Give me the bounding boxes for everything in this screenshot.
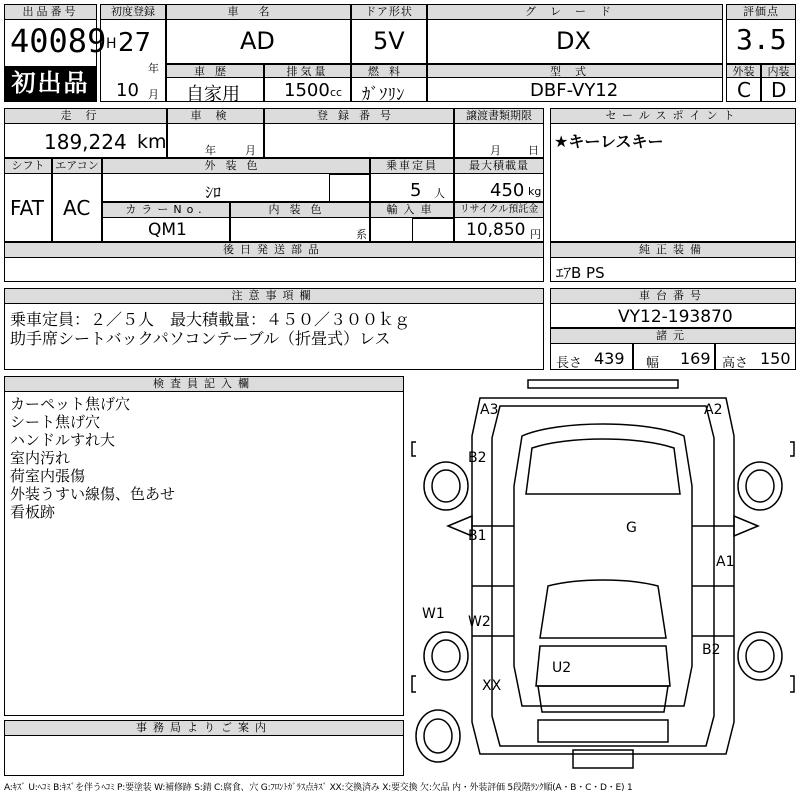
chassis-label: 車台番号: [550, 288, 796, 304]
mark-b1: B1: [468, 528, 487, 544]
office-label: 事務局よりご案内: [4, 720, 404, 736]
color: ｼﾛ: [205, 183, 222, 202]
mark-g: G: [626, 520, 637, 536]
mark-b2-bottom: B2: [702, 642, 721, 658]
exterior-label: 外装: [726, 64, 761, 78]
mark-u2: U2: [552, 660, 572, 676]
width-label: 幅: [646, 356, 660, 371]
model-label: 型式: [427, 64, 723, 78]
mark-b2-top: B2: [468, 450, 487, 466]
inspector-note-6: 外装うすい線傷、色あせ: [10, 485, 176, 503]
dimension-divider-2: [714, 344, 716, 370]
color-number-label: カラーNo.: [102, 202, 230, 218]
score: 3.5: [736, 23, 787, 56]
inspection-label: 車検: [167, 108, 264, 124]
shift-label: シフト: [4, 158, 52, 174]
load-label: 最大積載量: [454, 158, 544, 174]
caution-line-1: 乗車定員：２／５人 最大積載量：４５０／３００ｋｇ: [10, 310, 411, 329]
registration-month: 10: [116, 80, 139, 101]
inspection-year-unit: 年: [205, 144, 216, 157]
score-label: 評価点: [726, 4, 796, 20]
transfer-day-unit: 日: [528, 144, 539, 157]
registration-label: 初度登録: [100, 4, 166, 20]
mileage: 189,224: [44, 130, 127, 154]
mark-xx: XX: [482, 678, 502, 694]
registration-year: 27: [118, 28, 152, 58]
inspector-label: 検査員記入欄: [4, 376, 404, 392]
mark-a2: A2: [704, 402, 723, 418]
wheel-rear-left: [424, 632, 468, 680]
recycle-label: リサイクル預託金: [454, 202, 544, 218]
genuine-equipment-text: ｴｱB PS: [556, 264, 605, 282]
history-label: 車歴: [166, 64, 264, 78]
ac-label: エアコン: [52, 158, 102, 174]
registration-month-unit: 月: [148, 88, 159, 101]
fuel-label: 燃料: [351, 64, 427, 78]
fuel: ｶﾞｿﾘﾝ: [362, 85, 405, 105]
grade-label: グレード: [427, 4, 723, 20]
inspection-month-unit: 月: [245, 144, 256, 157]
width: 169: [680, 349, 711, 368]
sales-point-label: セールスポイント: [550, 108, 796, 124]
genuine-equipment-label: 純正装備: [550, 242, 796, 258]
capacity: 5: [410, 180, 422, 201]
color-divider: [329, 174, 370, 202]
displacement-unit: cc: [330, 86, 343, 99]
chassis-number: VY12-193870: [618, 307, 733, 327]
inspector-note-3: ハンドルすれ大: [10, 431, 116, 449]
inspector-note-5: 荷室内張傷: [10, 467, 86, 485]
capacity-unit: 人: [434, 187, 445, 200]
registration-number-label: 登録番号: [264, 108, 454, 124]
interior-label: 内装: [761, 64, 796, 78]
caution-label: 注意事項欄: [4, 288, 544, 304]
inspector-note-1: カーペット焦げ穴: [10, 395, 131, 413]
recycle-deposit: 10,850: [466, 220, 526, 240]
height: 150: [760, 349, 791, 368]
transfer-month-unit: 月: [490, 144, 501, 157]
inspector-note-2: シート焦げ穴: [10, 413, 101, 431]
mileage-label: 走行: [4, 108, 167, 124]
import-divider: [412, 218, 454, 242]
history: 自家用: [186, 84, 240, 105]
registration-era: H: [106, 36, 117, 52]
caution-line-2: 助手席シートバックパソコンテーブル（折畳式）レス: [10, 329, 391, 348]
inspector-note-7: 看板跡: [10, 503, 56, 521]
capacity-label: 乗車定員: [370, 158, 454, 174]
mark-a1: A1: [716, 554, 735, 570]
body-outline: [528, 380, 678, 388]
height-label: 高さ: [722, 356, 749, 371]
spare-wheel: [416, 710, 460, 762]
damage-diagram: [408, 376, 798, 776]
load-unit: kg: [528, 185, 542, 198]
dimension-divider-1: [632, 344, 634, 370]
registration-year-unit: 年: [148, 62, 159, 75]
displacement-label: 排気量: [264, 64, 351, 78]
color-label: 外装色: [102, 158, 370, 174]
car-name: AD: [240, 27, 275, 55]
door-label: ドア形状: [351, 4, 427, 20]
length-label: 長さ: [556, 356, 583, 371]
wheel-rear-right: [738, 632, 782, 680]
lot-number-label: 出品番号: [4, 4, 97, 20]
first-listing-badge: 初出品: [5, 66, 96, 101]
color-number: QM1: [148, 220, 187, 240]
load: 450: [490, 180, 525, 201]
later-parts-label: 後日発送部品: [4, 242, 544, 258]
import-label: 輸入車: [370, 202, 454, 218]
recycle-unit: 円: [530, 228, 541, 241]
car-name-label: 車名: [166, 4, 351, 20]
exterior-rating: C: [737, 78, 751, 102]
ac: AC: [63, 196, 91, 220]
displacement: 1500: [284, 80, 330, 101]
model-code: DBF-VY12: [530, 80, 619, 101]
mark-w2: W2: [468, 614, 491, 630]
wheel-front-left: [424, 462, 468, 510]
inspector-note-4: 室内汚れ: [10, 449, 71, 467]
interior-color-label: 内装色: [230, 202, 370, 218]
mark-w1: W1: [422, 606, 445, 622]
dimensions-label: 諸元: [550, 328, 796, 344]
length: 439: [594, 349, 625, 368]
sales-point-text: ★キーレスキー: [554, 132, 664, 151]
mark-a3: A3: [480, 402, 499, 418]
grade: DX: [556, 27, 591, 55]
interior-rating: D: [771, 78, 787, 102]
mileage-unit: km: [137, 131, 167, 153]
legend-text: A:ｷｽﾞ U:ﾍｺﾐ B:ｷｽﾞを伴うﾍｺﾐ P:要塗装 W:補修跡 S:錆 C:腐食、穴 G:ﾌﾛﾝﾄｶﾞﾗｽ点ｷｽﾞ XX:交換済み X:要交換 欠:欠品 内・外装評価 5段階ﾗﾝｸ順(A・B・C・D・E) 1: [4, 783, 633, 793]
wheel-front-right: [738, 462, 782, 510]
door-type: 5V: [373, 27, 405, 55]
interior-color-unit: 系: [356, 228, 367, 241]
transfer-deadline-label: 譲渡書類期限: [454, 108, 544, 124]
shift: FAT: [10, 196, 45, 220]
lot-number: 40089: [10, 22, 107, 60]
